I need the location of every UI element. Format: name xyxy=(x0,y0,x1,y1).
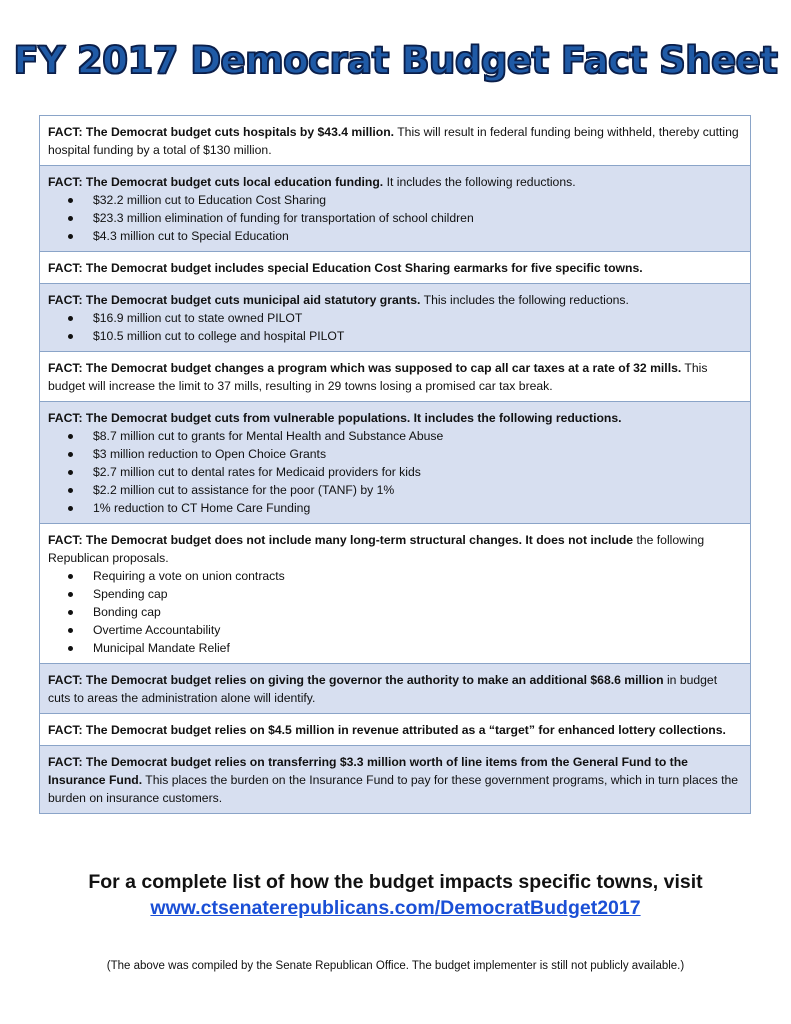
bullet-item: $8.7 million cut to grants for Mental Health and Substance Abuse xyxy=(68,427,742,445)
fact-row xyxy=(40,714,750,746)
footnote: (The above was compiled by the Senate Republican Office. The budget implementer is still not publicly available.) xyxy=(106,960,685,972)
fact-table xyxy=(39,115,751,814)
fact-row xyxy=(40,166,750,252)
fact-heading: FACT: The Democrat budget relies on giving the governor the authority to make an additional $68.6 million xyxy=(48,673,664,687)
fact-row xyxy=(40,252,750,284)
bullet-list xyxy=(48,191,742,245)
fact-text: This places the burden on the Insurance Fund to pay for these government programs, which in turn places the burden on insurance customers. xyxy=(48,773,739,805)
fact-heading: FACT: The Democrat budget cuts municipal aid statutory grants. xyxy=(48,293,421,307)
fact-text: in budget cuts to areas the administration alone will identify. xyxy=(48,673,718,705)
bullet-item: $16.9 million cut to state owned PILOT xyxy=(68,309,742,327)
fact-heading: FACT: The Democrat budget relies on transferring $3.3 million worth of line items from the General Fund to the Insurance Fund. xyxy=(48,755,688,787)
fact-text: It includes the following reductions. xyxy=(383,175,576,189)
fact-heading: FACT: The Democrat budget relies on $4.5 million in revenue attributed as a “target” for enhanced lottery collections. xyxy=(48,723,726,737)
fact-heading: FACT: The Democrat budget cuts hospitals by $43.4 million. xyxy=(48,125,395,139)
bullet-list xyxy=(48,309,742,345)
fact-text: the following Republican proposals. xyxy=(48,533,705,565)
bullet-item: $2.2 million cut to assistance for the poor (TANF) by 1% xyxy=(68,481,742,499)
fact-text: This includes the following reductions. xyxy=(420,293,629,307)
fact-row xyxy=(40,284,750,352)
bullet-item: $3 million reduction to Open Choice Grants xyxy=(68,445,742,463)
footer-heading: For a complete list of how the budget impacts specific towns, visit xyxy=(88,871,703,893)
bullet-item: Overtime Accountability xyxy=(68,621,742,639)
fact-row xyxy=(40,524,750,664)
fact-heading: FACT: The Democrat budget includes special Education Cost Sharing earmarks for five specific towns. xyxy=(48,261,643,275)
bullet-item: Municipal Mandate Relief xyxy=(68,639,742,657)
bullet-list xyxy=(48,567,742,657)
fact-heading: FACT: The Democrat budget cuts local education funding. xyxy=(48,175,384,189)
fact-row xyxy=(40,116,750,166)
fact-heading: FACT: The Democrat budget cuts from vulnerable populations. It includes the following reductions. xyxy=(48,411,622,425)
fact-row xyxy=(40,352,750,402)
bullet-item: Spending cap xyxy=(68,585,742,603)
bullet-item: $10.5 million cut to college and hospital PILOT xyxy=(68,327,742,345)
bullet-item: 1% reduction to CT Home Care Funding xyxy=(68,499,742,517)
bullet-item: Bonding cap xyxy=(68,603,742,621)
bullet-item: Requiring a vote on union contracts xyxy=(68,567,742,585)
bullet-item: $4.3 million cut to Special Education xyxy=(68,227,742,245)
budget-link[interactable]: www.ctsenaterepublicans.com/DemocratBudget2017 xyxy=(150,897,641,919)
bullet-item: $23.3 million elimination of funding for transportation of school children xyxy=(68,209,742,227)
fact-heading: FACT: The Democrat budget does not include many long-term structural changes. It does not include xyxy=(48,533,634,547)
fact-text: This will result in federal funding being withheld, thereby cutting hospital funding by a total of $130 million. xyxy=(48,125,739,157)
fact-row xyxy=(40,746,750,813)
fact-heading: FACT: The Democrat budget changes a program which was supposed to cap all car taxes at a rate of 32 mills. xyxy=(48,361,682,375)
page-title: FY 2017 Democrat Budget Fact Sheet xyxy=(13,39,778,82)
bullet-item: $2.7 million cut to dental rates for Medicaid providers for kids xyxy=(68,463,742,481)
bullet-list xyxy=(48,427,742,517)
fact-row xyxy=(40,402,750,524)
fact-row xyxy=(40,664,750,714)
fact-text: This budget will increase the limit to 37 mills, resulting in 29 towns losing a promised car tax break. xyxy=(48,361,708,393)
bullet-item: $32.2 million cut to Education Cost Sharing xyxy=(68,191,742,209)
